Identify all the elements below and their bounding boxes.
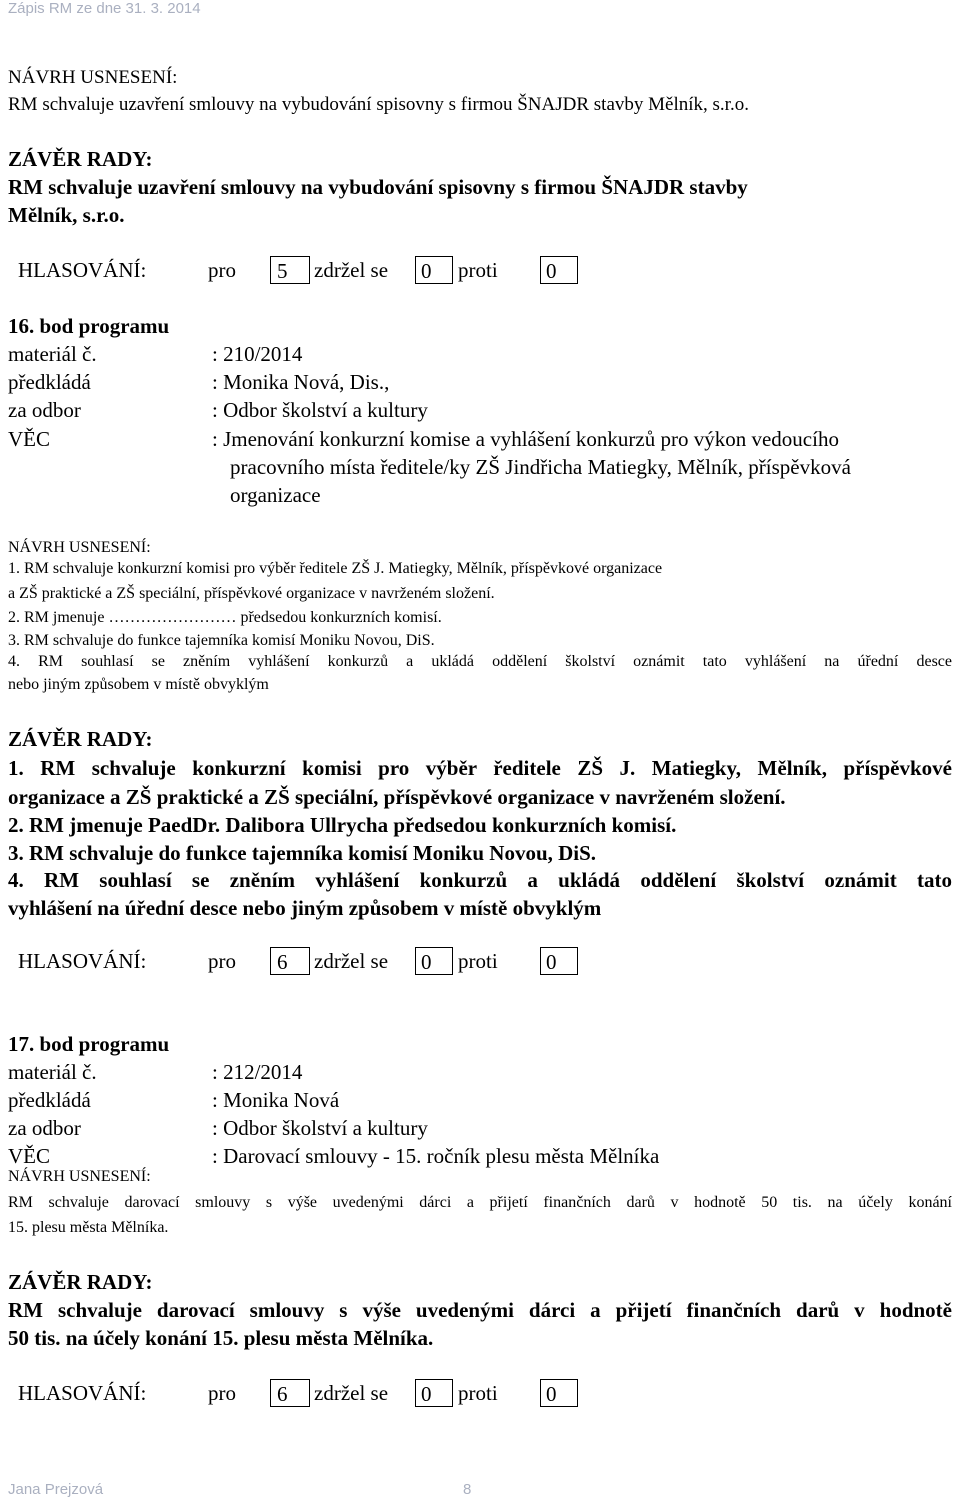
vote-proti-count: 0 — [546, 1382, 557, 1406]
meta-label: za odbor — [8, 398, 81, 422]
navrh-heading: NÁVRH USNESENÍ: — [8, 67, 178, 88]
zaver-text: Mělník, s.r.o. — [8, 203, 125, 227]
meta-value: : 212/2014 — [212, 1060, 303, 1084]
meta-label: předkládá — [8, 1088, 91, 1112]
vote-pro-count: 6 — [277, 1382, 288, 1406]
vote-row — [18, 947, 578, 975]
vote-zdrzel-label: zdržel se — [314, 1381, 389, 1405]
navrh-line: 3. RM schvaluje do funkce tajemníka komisí Moniku Novou, DiS. — [8, 632, 435, 649]
vote-zdrzel-box — [415, 1379, 453, 1407]
zaver-text: RM schvaluje uzavření smlouvy na vybudování spisovny s firmou ŠNAJDR stavby — [8, 175, 748, 199]
vote-proti-count: 0 — [546, 259, 557, 283]
section-title: 16. bod programu — [8, 314, 170, 338]
navrh-line: RM schvaluje darovací smlouvy s výše uvedenými dárci a přijetí finančních darů v hodnotě 50 tis. na účely konání — [8, 1194, 952, 1211]
meta-value: : Jmenování konkurzní komise a vyhlášení konkurzů pro výkon vedoucího — [212, 427, 839, 451]
navrh-line: 1. RM schvaluje konkurzní komisi pro výběr ředitele ZŠ J. Matiegky, Mělník, příspěvkové organizace — [8, 560, 663, 577]
zaver-line: RM schvaluje darovací smlouvy s výše uvedenými dárci a přijetí finančních darů v hodnotě — [8, 1298, 952, 1322]
meta-label: materiál č. — [8, 1060, 97, 1084]
vote-proti-box — [540, 1379, 578, 1407]
vote-zdrzel-box — [415, 947, 453, 975]
meta-value: : Odbor školství a kultury — [212, 1116, 428, 1140]
vote-proti-label: proti — [458, 1381, 498, 1405]
zaver-line: 3. RM schvaluje do funkce tajemníka komisí Moniku Novou, DiS. — [8, 841, 597, 865]
navrh-text: RM schvaluje uzavření smlouvy na vybudování spisovny s firmou ŠNAJDR stavby Mělník, s.r.o. — [8, 94, 749, 115]
vote-pro-label: pro — [208, 1381, 236, 1405]
vote-zdrzel-count: 0 — [421, 1382, 432, 1406]
zaver-heading: ZÁVĚR RADY: — [8, 1270, 153, 1294]
vote-proti-label: proti — [458, 949, 498, 973]
navrh-heading: NÁVRH USNESENÍ: — [8, 539, 151, 556]
section-title: 17. bod programu — [8, 1032, 170, 1056]
navrh-heading: NÁVRH USNESENÍ: — [8, 1168, 151, 1185]
meta-value: : Monika Nová — [212, 1088, 340, 1112]
zaver-line: organizace a ZŠ praktické a ZŠ speciální, příspěvkové organizace v navrženém složení. — [8, 785, 786, 809]
vote-row — [18, 1379, 578, 1407]
vote-proti-count: 0 — [546, 950, 557, 974]
vote-pro-count: 5 — [277, 259, 288, 283]
meta-label: VĚC — [8, 1144, 50, 1168]
meta-value: : 210/2014 — [212, 342, 303, 366]
navrh-line: 2. RM jmenuje …………………… předsedou konkurzních komisí. — [8, 609, 442, 626]
vote-label: HLASOVÁNÍ: — [18, 949, 147, 973]
vote-zdrzel-label: zdržel se — [314, 258, 389, 282]
vote-zdrzel-box — [415, 256, 453, 284]
meta-value: : Darovací smlouvy - 15. ročník plesu města Mělníka — [212, 1144, 660, 1168]
meta-value-cont: organizace — [230, 483, 321, 507]
meta-label: předkládá — [8, 370, 91, 394]
vote-pro-label: pro — [208, 258, 236, 282]
navrh-line: a ZŠ praktické a ZŠ speciální, příspěvkové organizace v navrženém složení. — [8, 585, 495, 602]
vote-proti-label: proti — [458, 258, 498, 282]
navrh-line: 4. RM souhlasí se zněním vyhlášení konkurzů a ukládá oddělení školství oznámit tato vyhlášení na úřední desce — [8, 653, 952, 670]
vote-pro-count: 6 — [277, 950, 288, 974]
vote-pro-box — [270, 1379, 310, 1407]
vote-pro-label: pro — [208, 949, 236, 973]
zaver-line: 2. RM jmenuje PaedDr. Dalibora Ullrycha předsedou konkurzních komisí. — [8, 813, 677, 837]
vote-zdrzel-count: 0 — [421, 259, 432, 283]
zaver-line: vyhlášení na úřední desce nebo jiným způsobem v místě obvyklým — [8, 896, 602, 920]
vote-zdrzel-count: 0 — [421, 950, 432, 974]
meta-value-cont: pracovního místa ředitele/ky ZŠ Jindřicha Matiegky, Mělník, příspěvková — [230, 455, 851, 479]
vote-label: HLASOVÁNÍ: — [18, 1381, 147, 1405]
zaver-line: 4. RM souhlasí se zněním vyhlášení konkurzů a ukládá oddělení školství oznámit tato — [8, 868, 952, 892]
meta-value: : Monika Nová, Dis., — [212, 370, 390, 394]
vote-label: HLASOVÁNÍ: — [18, 258, 147, 282]
vote-pro-box — [270, 947, 310, 975]
meta-label: za odbor — [8, 1116, 81, 1140]
zaver-heading: ZÁVĚR RADY: — [8, 147, 153, 171]
vote-proti-box — [540, 256, 578, 284]
zaver-heading: ZÁVĚR RADY: — [8, 727, 153, 751]
meta-label: VĚC — [8, 427, 50, 451]
zaver-line: 50 tis. na účely konání 15. plesu města Mělníka. — [8, 1326, 434, 1350]
page-number: 8 — [463, 1481, 472, 1498]
zaver-line: 1. RM schvaluje konkurzní komisi pro výběr ředitele ZŠ J. Matiegky, Mělník, příspěvkové — [8, 756, 952, 780]
navrh-line: 15. plesu města Mělníka. — [8, 1219, 169, 1236]
vote-proti-box — [540, 947, 578, 975]
vote-pro-box — [270, 256, 310, 284]
navrh-line: nebo jiným způsobem v místě obvyklým — [8, 676, 269, 693]
vote-row — [18, 256, 578, 284]
footer-author: Jana Prejzová — [8, 1481, 104, 1498]
meta-label: materiál č. — [8, 342, 97, 366]
vote-zdrzel-label: zdržel se — [314, 949, 389, 973]
page-header: Zápis RM ze dne 31. 3. 2014 — [8, 0, 201, 17]
meta-value: : Odbor školství a kultury — [212, 398, 428, 422]
